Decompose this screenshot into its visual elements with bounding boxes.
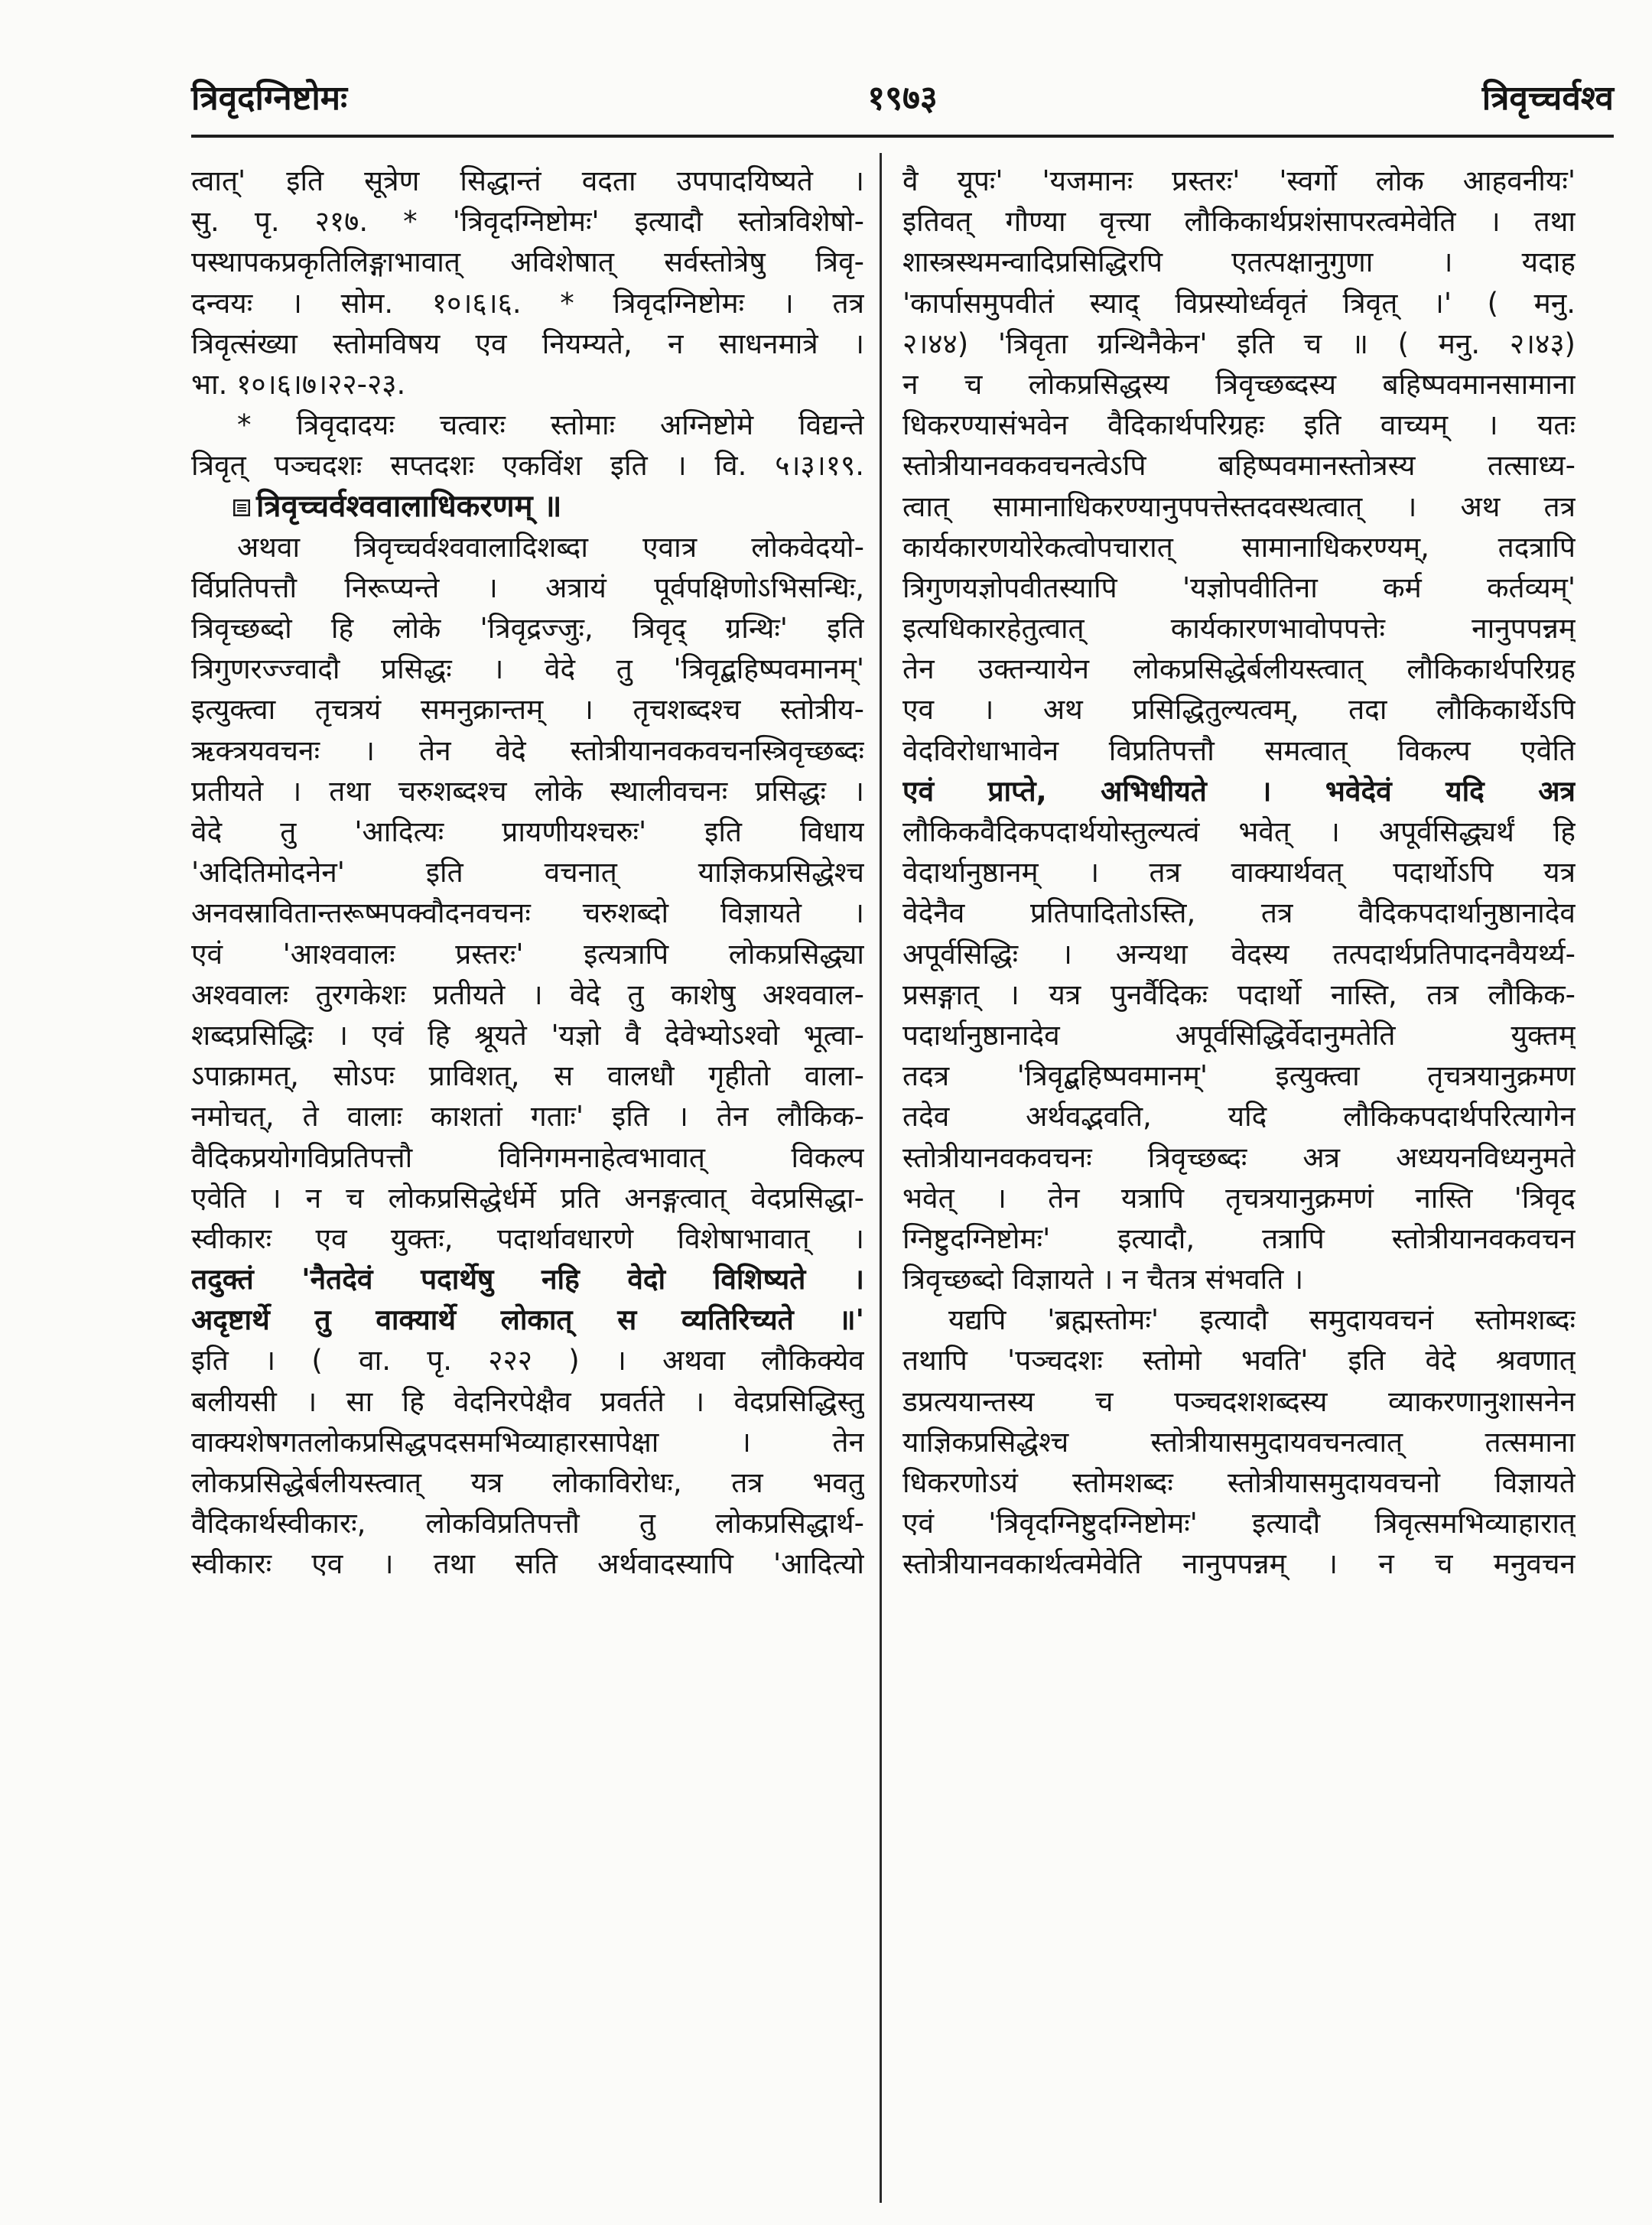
text-line: अनवस्रावितान्तरूष्मपक्वौदनवचनः चरुशब्दो विज्ञायते । xyxy=(191,896,864,930)
text-line: त्रिगुणरज्ज्वादौ प्रसिद्धः । वेदे तु 'त्रिवृद्बहिष्पवमानम्' xyxy=(191,652,864,686)
text-line: इतिवत् गौण्या वृत्त्या लौकिकार्थप्रशंसापरत्वमेवेति । तथा xyxy=(902,205,1576,239)
section-heading xyxy=(191,486,864,527)
text-line: एवं 'आश्ववालः प्रस्तरः' इत्यत्रापि लोकप्रसिद्ध्या xyxy=(191,937,864,971)
text-line: स्तोत्रीयानवकवचनत्वेऽपि बहिष्पवमानस्तोत्रस्य तत्साध्य- xyxy=(902,449,1576,483)
text-line: याज्ञिकप्रसिद्धेश्च स्तोत्रीयासमुदायवचनत्वात् तत्समाना xyxy=(902,1425,1576,1459)
text-line: धिकरण्यासंभवेन वैदिकार्थपरिग्रहः इति वाच्यम् । यतः xyxy=(902,408,1576,442)
text-line: भा. १०।६।७।२२-२३. xyxy=(191,367,406,401)
text-line: पस्थापकप्रकृतिलिङ्गाभावात् अविशेषात् सर्वस्तोत्रेषु त्रिवृ- xyxy=(191,246,864,279)
quoted-verse-line: अदृष्टार्थे तु वाक्यार्थे लोकात् स व्यतिरिच्यते ॥' xyxy=(191,1303,864,1337)
text-line: शब्दप्रसिद्धिः । एवं हि श्रूयते 'यज्ञो वै देवेभ्योऽश्वो भूत्वा- xyxy=(191,1018,864,1052)
text-line: प्रतीयते । तथा चरुशब्दश्च लोके स्थालीवचनः प्रसिद्धः । xyxy=(191,774,864,808)
text-line: शास्त्रस्थमन्वादिप्रसिद्धिरपि एतत्पक्षानुगुणा । यदाह xyxy=(902,246,1576,279)
text-line: वेदविरोधाभावेन विप्रतिपत्तौ समत्वात् विकल्प एवेति xyxy=(902,734,1576,767)
left-column xyxy=(191,161,864,2195)
text-line: वेदार्थानुष्ठानम् । तत्र वाक्यार्थवत् पदार्थोऽपि यत्र xyxy=(902,856,1576,890)
text-line: तदत्र 'त्रिवृद्बहिष्पवमानम्' इत्युक्त्वा तृचत्रयानुक्रमण xyxy=(902,1059,1576,1093)
text-line: पदार्थानुष्ठानादेव अपूर्वसिद्धिर्वेदानुमतेति युक्तम् xyxy=(902,1018,1576,1052)
text-line: त्रिगुणयज्ञोपवीतस्यापि 'यज्ञोपवीतिना कर्म कर्तव्यम्' xyxy=(902,571,1576,604)
text-line: इत्युक्त्वा तृचत्रयं समनुक्रान्तम् । तृचशब्दश्च स्तोत्रीय- xyxy=(191,693,864,727)
text-line: अथवा त्रिवृच्चर्वश्ववालादिशब्दा एवात्र लोकवेदयो- xyxy=(237,530,864,564)
text-line: त्रिवृच्छब्दो हि लोके 'त्रिवृद्रज्जुः, त्रिवृद् ग्रन्थिः' इति xyxy=(191,612,864,646)
text-line: कार्यकारणयोरेकत्वोपचारात् सामानाधिकरण्यम्, तदत्रापि xyxy=(902,530,1576,564)
text-line: तदेव अर्थवद्भवति, यदि लौकिकपदार्थपरित्यागेन xyxy=(902,1100,1576,1134)
text-line: त्रिवृत् पञ्चदशः सप्तदशः एकविंश इति । वि. ५।३।१९. xyxy=(191,449,864,483)
text-line: स्तोत्रीयानवकार्थत्वमेवेति नानुपपन्नम् । न च मनुवचन xyxy=(902,1547,1576,1581)
text-line: एवेति । न च लोकप्रसिद्धेर्धर्मे प्रति अनङ्गत्वात् वेदप्रसिद्धा- xyxy=(191,1181,864,1215)
text-line: एव । अथ प्रसिद्धितुल्यत्वम्, तदा लौकिकार्थेऽपि xyxy=(902,693,1576,727)
text-line: तथापि 'पञ्चदशः स्तोमो भवति' इति वेदे श्रवणात् xyxy=(902,1344,1576,1378)
text-line: वैदिकप्रयोगविप्रतिपत्तौ विनिगमनाहेत्वभावात् विकल्प xyxy=(191,1140,864,1174)
right-column xyxy=(902,161,1576,2195)
section-mark-icon xyxy=(233,486,250,503)
text-line: अश्ववालः तुरगकेशः प्रतीयते । वेदे तु काशेषु अश्ववाल- xyxy=(191,978,864,1011)
section-heading-text: त्रिवृच्चर्वश्ववालाधिकरणम् ॥ xyxy=(256,488,562,524)
text-line: एवं 'त्रिवृदग्निष्टुदग्निष्टोमः' इत्यादौ त्रिवृत्समभिव्याहारात् xyxy=(902,1507,1576,1540)
text-line: 'कार्पासमुपवीतं स्याद् विप्रस्योर्ध्ववृतं त्रिवृत् ।' ( मनु. xyxy=(902,286,1576,320)
right-running-title: त्रिवृच्चर्वश्व xyxy=(1481,79,1614,118)
text-line: धिकरणोऽयं स्तोमशब्दः स्तोत्रीयासमुदायवचनो विज्ञायते xyxy=(902,1466,1576,1499)
text-line: यद्यपि 'ब्रह्मस्तोमः' इत्यादौ समुदायवचनं स्तोमशब्दः xyxy=(948,1303,1576,1337)
text-line: भवेत् । तेन यत्रापि तृचत्रयानुक्रमणं नास्ति 'त्रिवृद xyxy=(902,1181,1576,1215)
text-line: इत्यधिकारहेतुत्वात् कार्यकारणभावोपपत्तेः नानुपपन्नम् xyxy=(902,612,1576,646)
text-line: स्तोत्रीयानवकवचनः त्रिवृच्छब्दः अत्र अध्ययनविध्यनुमते xyxy=(902,1140,1576,1174)
text-line: त्रिवृत्संख्या स्तोमविषय एव नियम्यते, न साधनमात्रे । xyxy=(191,327,864,360)
text-line: नमोचत्, ते वालाः काशतां गताः' इति । तेन लौकिक- xyxy=(191,1100,864,1134)
text-line: वैदिकार्थस्वीकारः, लोकविप्रतिपत्तौ तु लोकप्रसिद्धार्थ- xyxy=(191,1507,864,1540)
header-rule xyxy=(191,135,1614,138)
text-line: त्रिवृच्छब्दो विज्ञायते । न चैतत्र संभवति । xyxy=(902,1263,1304,1296)
text-line: ग्निष्टुदग्निष्टोमः' इत्यादौ, तत्रापि स्तोत्रीयानवकवचन xyxy=(902,1221,1576,1255)
text-line: र्विप्रतिपत्तौ निरूप्यन्ते । अत्रायं पूर्वपक्षिणोऽभिसन्धिः, xyxy=(191,571,864,604)
running-header xyxy=(191,73,1614,122)
text-line: स्वीकारः एव । तथा सति अर्थवादस्यापि 'आदित्यो xyxy=(191,1547,864,1581)
text-line: दन्वयः । सोम. १०।६।६. * त्रिवृदग्निष्टोमः । तत्र xyxy=(191,286,864,320)
text-line: वाक्यशेषगतलोकप्रसिद्धपदसमभिव्याहारसापेक्षा । तेन xyxy=(191,1425,864,1459)
text-line: त्वात्' इति सूत्रेण सिद्धान्तं वदता उपपादयिष्यते । xyxy=(191,164,864,197)
text-line: डप्रत्ययान्तस्य च पञ्चदशशब्दस्य व्याकरणानुशासनेन xyxy=(902,1384,1576,1418)
text-line: 'अदितिमोदनेन' इति वचनात् याज्ञिकप्रसिद्धेश्च xyxy=(191,856,864,890)
text-line: स्वीकारः एव युक्तः, पदार्थावधारणे विशेषाभावात् । xyxy=(191,1221,864,1255)
text-line: लोकप्रसिद्धेर्बलीयस्त्वात् यत्र लोकाविरोधः, तत्र भवतु xyxy=(191,1466,864,1499)
text-line: * त्रिवृदादयः चत्वारः स्तोमाः अग्निष्टोमे विद्यन्ते xyxy=(237,408,864,442)
text-line: एवं प्राप्ते, अभिधीयते । भवेदेवं यदि अत्र xyxy=(902,774,1576,808)
text-line: ऽपाक्रामत्, सोऽपः प्राविशत्, स वालधौ गृहीतो वाला- xyxy=(191,1059,864,1093)
text-line: अपूर्वसिद्धिः । अन्यथा वेदस्य तत्पदार्थप्रतिपादनवैयर्थ्य- xyxy=(902,937,1576,971)
text-line: तेन उक्तन्यायेन लोकप्रसिद्धेर्बलीयस्त्वात् लौकिकार्थपरिग्रह xyxy=(902,652,1576,686)
column-divider xyxy=(880,153,882,2203)
page-number: १९७३ xyxy=(867,79,938,118)
text-line: बलीयसी । सा हि वेदनिरपेक्षैव प्रवर्तते । वेदप्रसिद्धिस्तु xyxy=(191,1384,864,1418)
text-line: त्वात् सामानाधिकरण्यानुपपत्तेस्तदवस्थत्वात् । अथ तत्र xyxy=(902,490,1576,523)
text-line: वेदेनैव प्रतिपादितोऽस्ति, तत्र वैदिकपदार्थानुष्ठानादेव xyxy=(902,896,1576,930)
text-line: न च लोकप्रसिद्धस्य त्रिवृच्छब्दस्य बहिष्पवमानसामाना xyxy=(902,367,1576,401)
left-running-title: त्रिवृदग्निष्टोमः xyxy=(191,79,347,118)
text-line: वेदे तु 'आदित्यः प्रायणीयश्चरुः' इति विधाय xyxy=(191,815,864,848)
text-line: २।४४) 'त्रिवृता ग्रन्थिनैकेन' इति च ॥ ( मनु. २।४३) xyxy=(902,327,1576,360)
text-line: ऋक्त्रयवचनः । तेन वेदे स्तोत्रीयानवकवचनस्त्रिवृच्छब्दः xyxy=(191,734,864,767)
text-line: सु. पृ. २१७. * 'त्रिवृदग्निष्टोमः' इत्यादौ स्तोत्रविशेषो- xyxy=(191,205,864,239)
text-line: प्रसङ्गात् । यत्र पुनर्वैदिकः पदार्थो नास्ति, तत्र लौकिक- xyxy=(902,978,1576,1011)
quoted-verse-line: तदुक्तं 'नैतदेवं पदार्थेषु नहि वेदो विशिष्यते । xyxy=(191,1263,864,1296)
text-line: वै यूपः' 'यजमानः प्रस्तरः' 'स्वर्गो लोक आहवनीयः' xyxy=(902,164,1576,197)
text-line: इति । ( वा. पृ. २२२ ) । अथवा लौकिक्येव xyxy=(191,1344,864,1378)
text-line: लौकिकवैदिकपदार्थयोस्तुल्यत्वं भवेत् । अपूर्वसिद्ध्यर्थं हि xyxy=(902,815,1576,848)
